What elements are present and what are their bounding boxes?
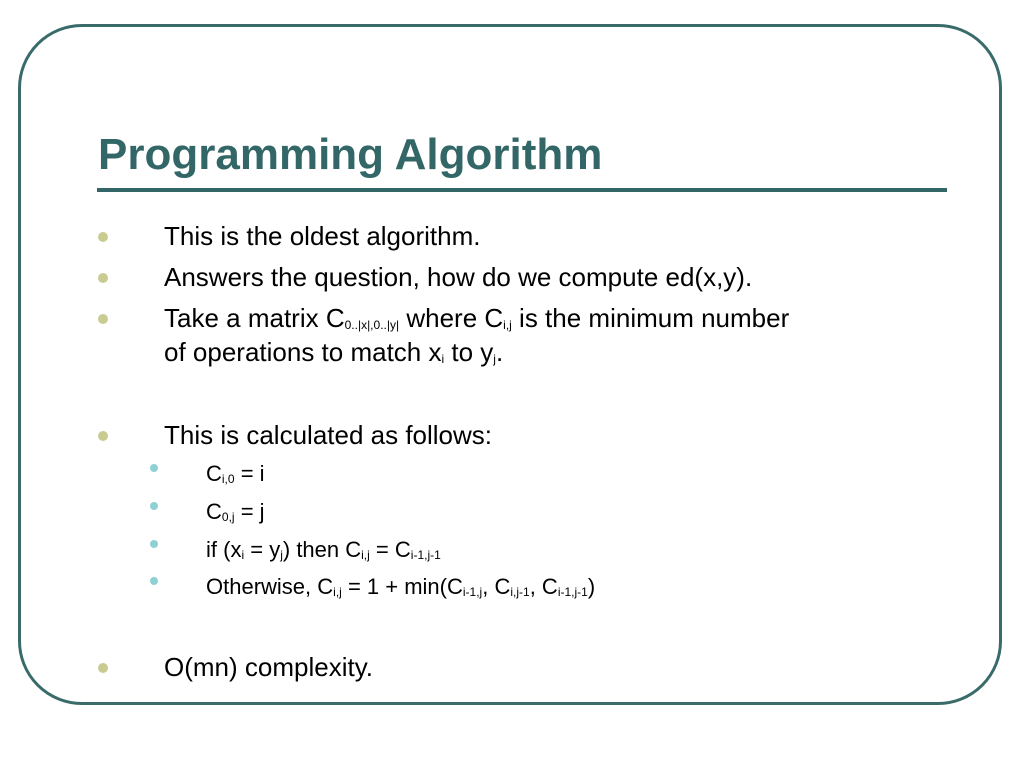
sub-bullet-c0j (206, 498, 265, 526)
subscript: j (280, 548, 283, 562)
bullet-take-matrix-line2 (164, 336, 503, 368)
subscript: 0..|x|,0..|y| (344, 318, 400, 332)
subscript: i-1,j-1 (557, 585, 588, 599)
sub-bullet-if-match (206, 536, 441, 564)
sub-bullet-marker (150, 577, 158, 585)
bullet-take-matrix-line1 (164, 302, 789, 334)
bullet-marker (98, 232, 108, 242)
text: = j (234, 499, 265, 524)
bullet-oldest-algorithm: This is the oldest algorithm. (164, 221, 481, 251)
bullet-marker (98, 314, 108, 324)
subscript: i,j (361, 548, 370, 562)
bullet-complexity: O(mn) complexity. (164, 652, 373, 682)
subscript: i-1,j-1 (410, 548, 441, 562)
sub-bullet-ci0 (206, 460, 265, 488)
subscript: j (493, 352, 496, 366)
text: C (206, 499, 222, 524)
text: = 1 + min(C (341, 574, 463, 599)
subscript: i-1,j (462, 585, 483, 599)
subscript: i,j (333, 585, 342, 599)
text: ) then C (282, 537, 362, 562)
subscript: i (441, 352, 445, 366)
text: if (x (206, 537, 242, 562)
subscript: i,0 (221, 472, 235, 486)
text: Take a matrix C (164, 303, 345, 333)
text: = i (234, 461, 265, 486)
sub-bullet-marker (150, 502, 158, 510)
bullet-marker (98, 431, 108, 441)
subscript: i,j-1 (510, 585, 530, 599)
sub-bullet-marker (150, 540, 158, 548)
slide-title: Programming Algorithm (98, 130, 603, 179)
text: Otherwise, C (206, 574, 334, 599)
sub-bullet-otherwise (206, 573, 595, 601)
subscript: i,j (503, 318, 512, 332)
text: , C (529, 574, 558, 599)
bullet-calculated-as-follows: This is calculated as follows: (164, 420, 493, 450)
sub-bullet-marker (150, 464, 158, 472)
text: . (495, 337, 504, 367)
text: C (206, 461, 222, 486)
text: where C (399, 303, 504, 333)
bullet-answers-question: Answers the question, how do we compute ed(x,y). (164, 262, 753, 292)
text: to y (444, 337, 494, 367)
text: ) (587, 574, 596, 599)
bullet-marker (98, 663, 108, 673)
subscript: 0,j (221, 510, 235, 524)
text: , C (482, 574, 511, 599)
subscript: i (241, 548, 245, 562)
text: = y (244, 537, 281, 562)
bullet-marker (98, 273, 108, 283)
text: = C (369, 537, 411, 562)
text: is the minimum number (511, 303, 790, 333)
text: of operations to match x (164, 337, 442, 367)
